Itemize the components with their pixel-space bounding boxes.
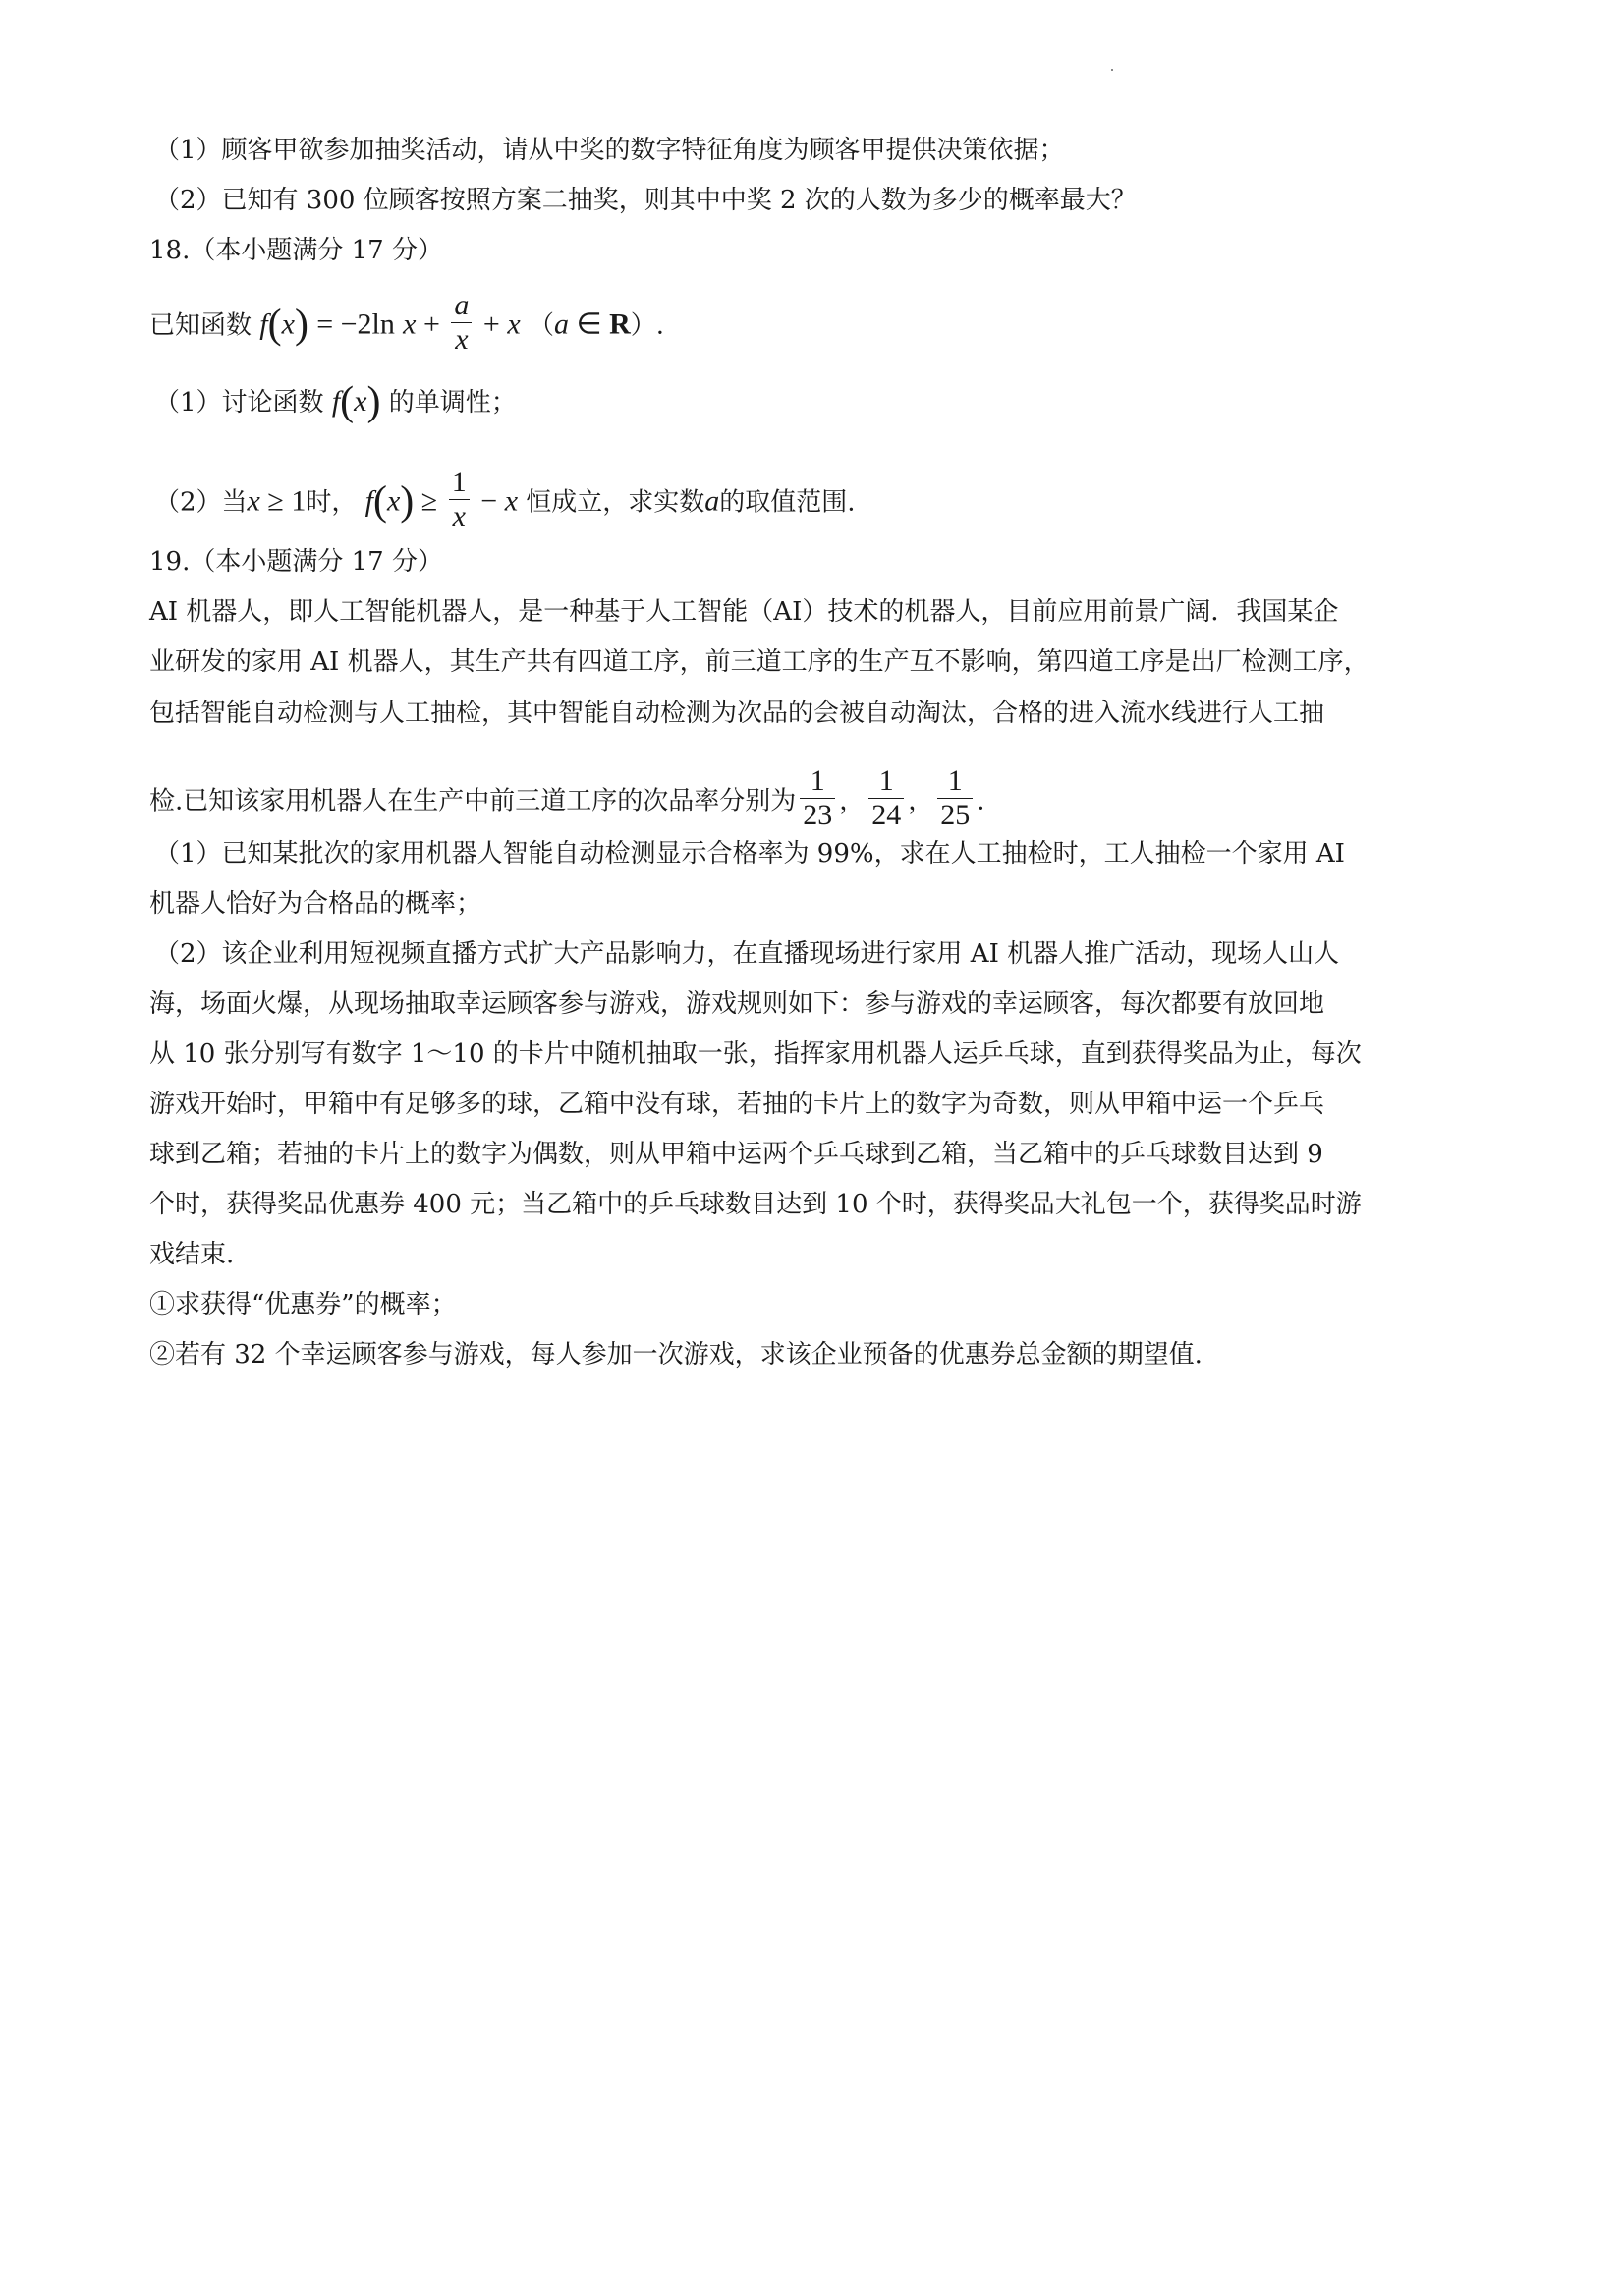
q19-frac-3 (937, 764, 973, 832)
q19-f3-den: 25 (940, 799, 971, 831)
q18-p2-mid: 恒成立，求实数 (526, 487, 705, 518)
q18-p2-suffix: 的取值范围. (719, 487, 856, 518)
q19-sub1: ①求获得“优惠券”的概率； (149, 1290, 457, 1319)
q18-frac-den: x (455, 323, 469, 356)
q19-line3: 包括智能自动检测与人工抽检，其中智能自动检测为次品的会被自动淘汰，合格的进入流水线进行人工抽 (149, 699, 1325, 728)
q19-part2-line2: 海，场面火爆，从现场抽取幸运顾客参与游戏，游戏规则如下：参与游戏的幸运顾客，每次都要有放回地 (149, 989, 1325, 1019)
q18-f: f (259, 308, 268, 341)
q18-expr-x2: x (507, 308, 521, 341)
q18-f-arg: x (281, 308, 295, 341)
q17-part2: （2）已知有 300 位顾客按照方案二抽奖，则其中中奖 2 次的人数为多少的概率最大？ (154, 186, 1137, 215)
q17-part1: （1）顾客甲欲参加抽奖活动，请从中奖的数字特征角度为顾客甲提供决策依据； (154, 136, 1065, 165)
q18-part2: （2）当x ≥ 1时， f(x) ≥ $\frac{1}{x}$ − x 恒成立，求实数a的取值范围. (154, 466, 856, 532)
q18-cond-open: （ (528, 310, 554, 341)
q19-part1-line2: 机器人恰好为合格品的概率； (149, 889, 482, 919)
q19-part2-line5: 球到乙箱；若抽的卡片上的数字为偶数，则从甲箱中运两个乒乓球到乙箱，当乙箱中的乒乓球数目达到 9 (149, 1140, 1323, 1169)
q18-p2-a: a (704, 484, 720, 518)
q18-p1-prefix: （1）讨论函数 (154, 388, 324, 418)
q18-fraction (451, 289, 472, 357)
q18-p2-frac-num: 1 (449, 466, 470, 500)
q19-sep2: ， (908, 786, 934, 816)
q19-f1-num: 1 (800, 764, 835, 799)
q18-stem: 已知函数 f(x) = −2ln x + $\frac{a}{x}$ + x （a ∈ R）. (149, 289, 665, 356)
q18-p2-minus: − (473, 484, 505, 518)
q18-p2-ge: ≥ (414, 484, 445, 518)
q19-line4 (149, 764, 985, 836)
q19-part2-line3: 从 10 张分别写有数字 1～10 的卡片中随机抽取一张，指挥家用机器人运乒乓球，直到获得奖品为止，每次 (149, 1039, 1362, 1069)
q18-plus1: + (416, 308, 448, 341)
q18-p2-prefix: （2）当 (154, 487, 248, 518)
q18-header: 18.（本小题满分 17 分） (149, 236, 443, 265)
q18-p2-frac-den: x (452, 500, 466, 532)
q19-part2-line7: 戏结束. (149, 1240, 235, 1269)
q18-cond-R: R (609, 308, 631, 341)
q19-part2-line4: 游戏开始时，甲箱中有足够多的球，乙箱中没有球，若抽的卡片上的数字为奇数，则从甲箱中运一个乒乓 (149, 1090, 1325, 1119)
q18-p1-suffix: 的单调性； (388, 388, 517, 418)
q18-expr-x1: x (403, 308, 417, 341)
q19-l4-prefix: 检.已知该家用机器人在生产中前三道工序的次品率分别为 (149, 786, 797, 816)
q18-plus2: + (476, 308, 508, 341)
q19-frac-1 (800, 764, 835, 832)
q19-sub2: ②若有 32 个幸运顾客参与游戏，每人参加一次游戏，求该企业预备的优惠券总金额的期望值. (149, 1340, 1203, 1370)
q18-p2-when: 时， (306, 487, 358, 518)
q18-p2-fraction (449, 466, 470, 533)
q19-f3-num: 1 (937, 764, 973, 799)
q18-frac-num: a (451, 289, 472, 323)
q18-stem-prefix: 已知函数 (149, 310, 252, 341)
q18-p2-ge1: ≥ 1 (259, 484, 307, 518)
q19-frac-2 (868, 764, 904, 832)
q19-f2-num: 1 (868, 764, 904, 799)
q19-header: 19.（本小题满分 17 分） (149, 547, 443, 577)
q19-sep1: ， (839, 786, 866, 816)
q19-part2-line1: （2）该企业利用短视频直播方式扩大产品影响力，在直播现场进行家用 AI 机器人推广活动，现场人山人 (154, 939, 1340, 969)
q18-expr-mid: = −2ln (316, 308, 395, 341)
q19-line1: AI 机器人，即人工智能机器人，是一种基于人工智能（AI）技术的机器人，目前应用前景广阔．我国某企 (149, 597, 1339, 627)
q18-p2-x: x (247, 484, 260, 518)
q18-p2-fx: x (386, 484, 401, 518)
q18-p1-f: f (331, 385, 341, 418)
q18-p2-x2: x (504, 484, 519, 518)
scan-speck (1111, 69, 1113, 71)
q18-cond-in: ∈ (568, 308, 610, 341)
q18-cond-close: ）. (630, 310, 665, 341)
q18-p1-x: x (354, 385, 367, 418)
q19-l4-end: . (977, 786, 985, 816)
q18-cond-a: a (553, 308, 569, 341)
q18-p2-f: f (364, 484, 373, 518)
q19-f1-den: 23 (803, 799, 833, 831)
q19-part2-line6: 个时，获得奖品优惠券 400 元；当乙箱中的乒乓球数目达到 10 个时，获得奖品大礼包一个，获得奖品时游 (149, 1190, 1362, 1219)
q19-line2: 业研发的家用 AI 机器人，其生产共有四道工序，前三道工序的生产互不影响，第四道工序是出厂检测工序， (149, 647, 1370, 677)
q19-f2-den: 24 (871, 799, 902, 831)
q19-part1-line1: （1）已知某批次的家用机器人智能自动检测显示合格率为 99%，求在人工抽检时，工人抽检一个家用 AI (154, 839, 1345, 868)
q18-part1: （1）讨论函数 f(x) 的单调性； (154, 379, 517, 424)
